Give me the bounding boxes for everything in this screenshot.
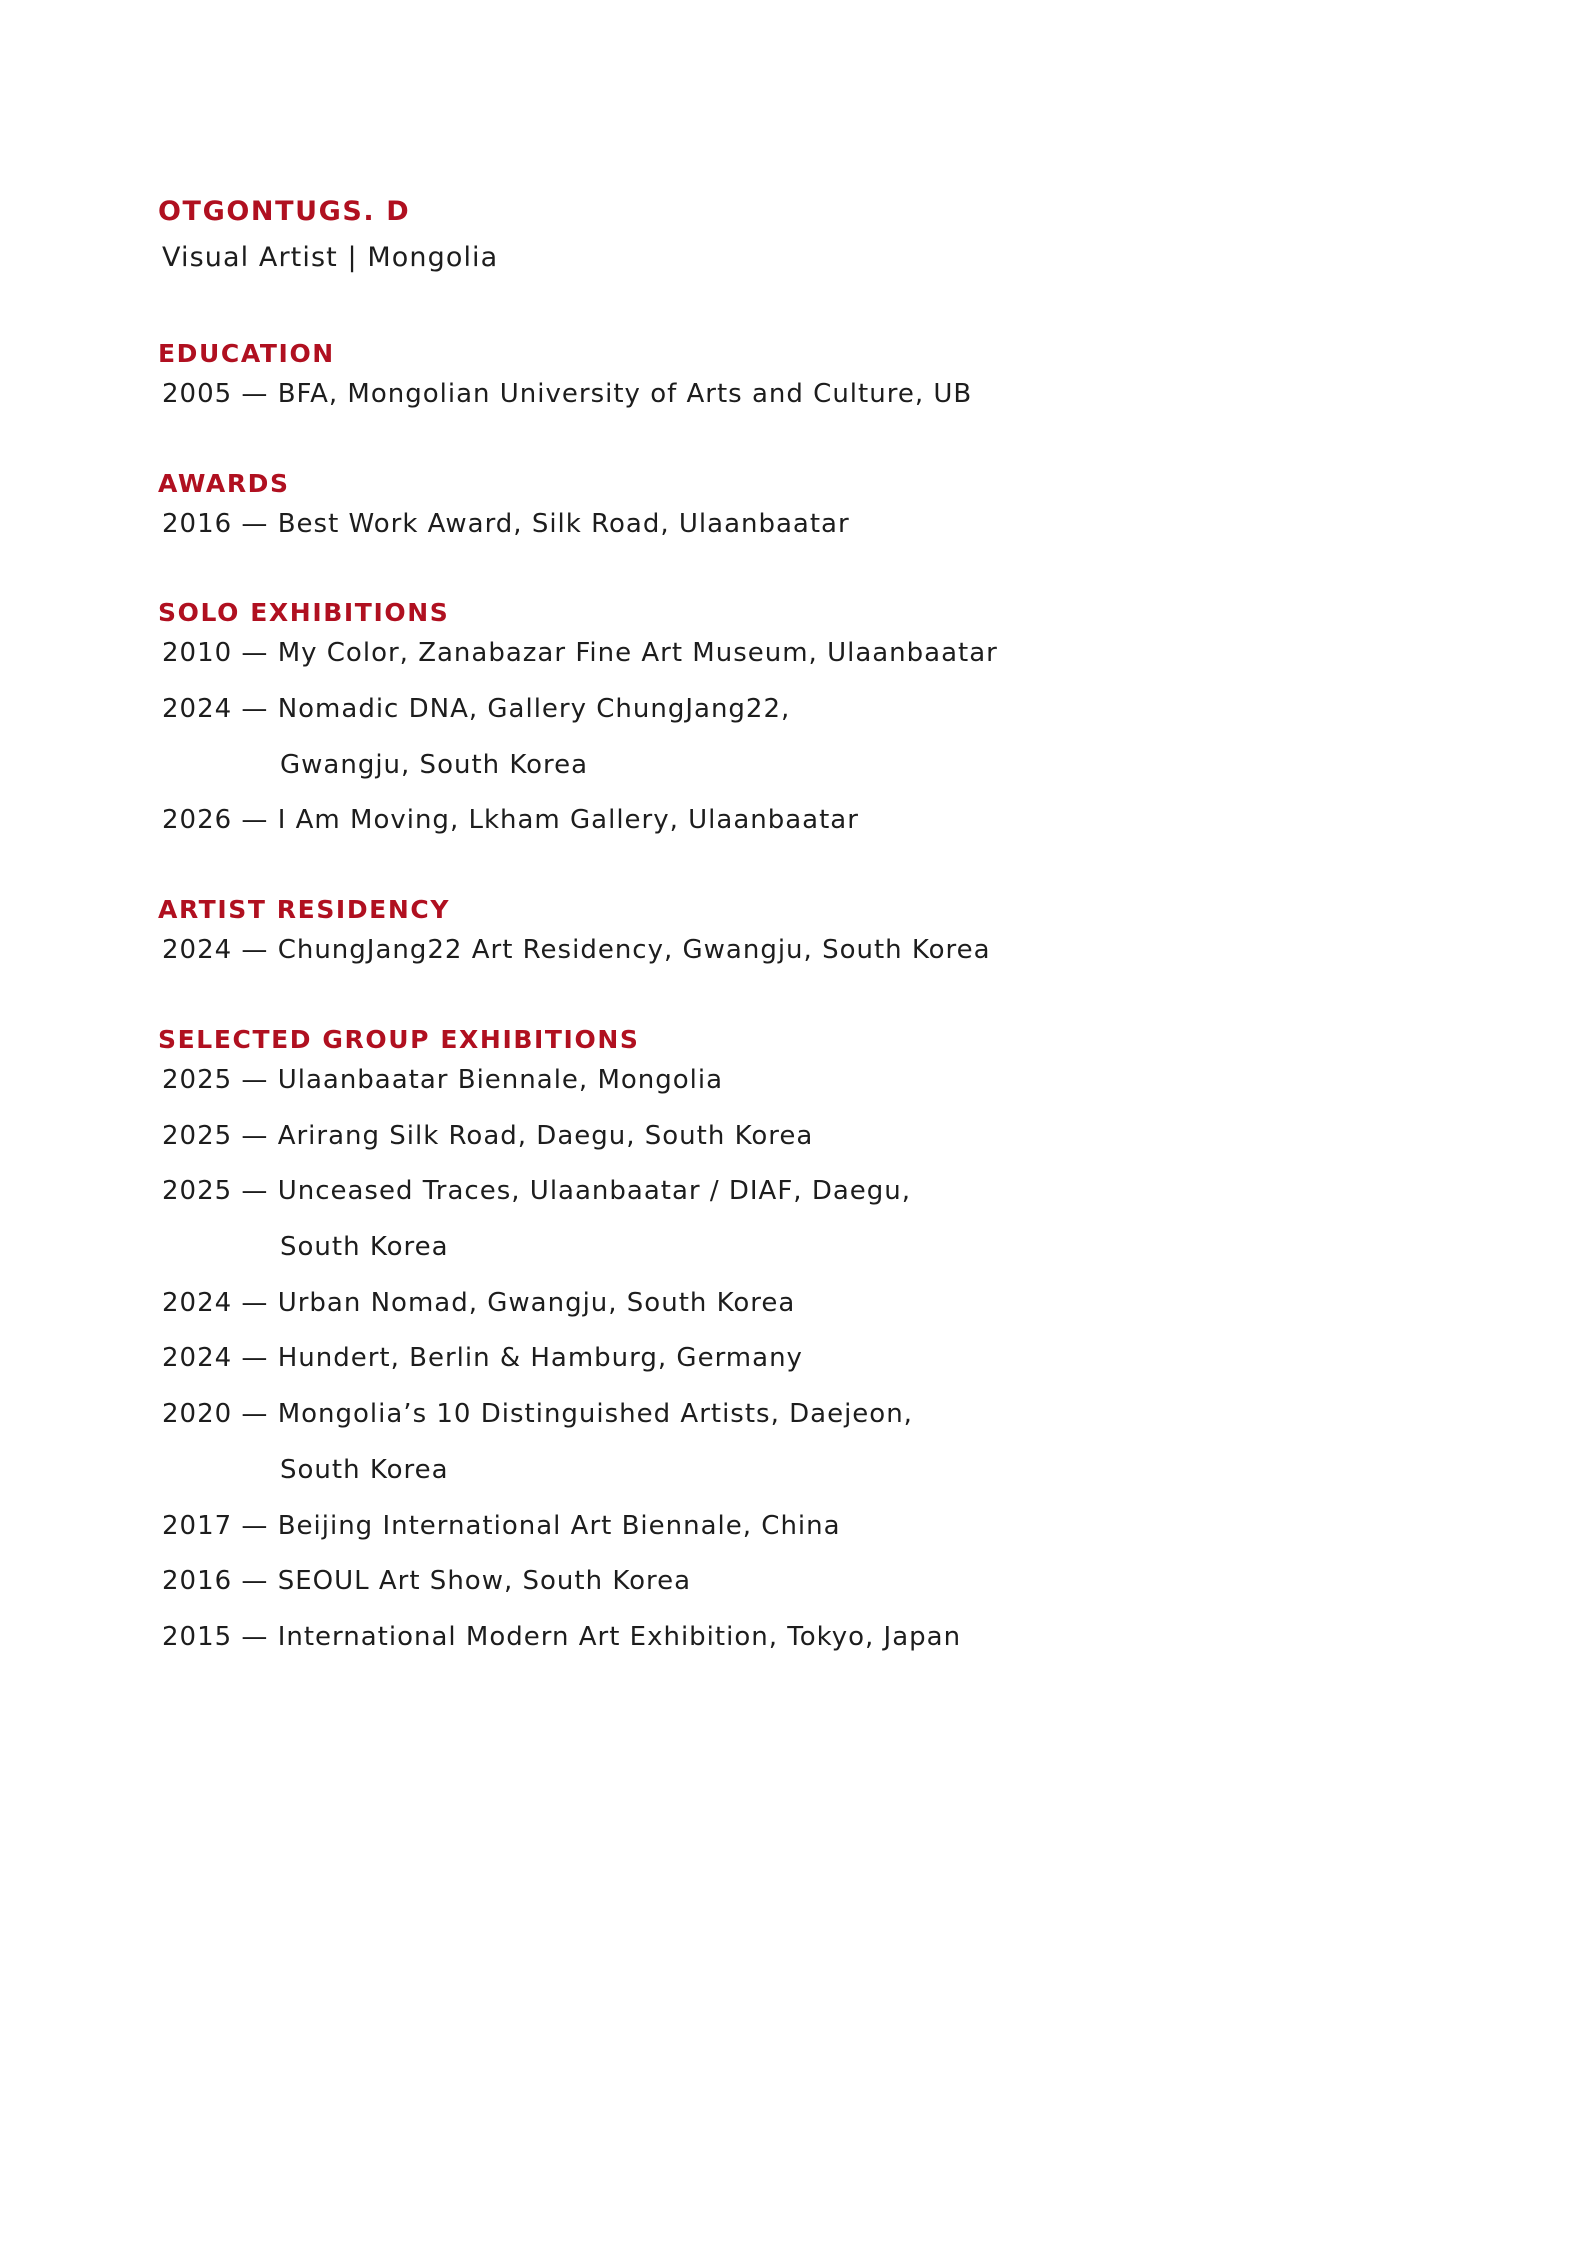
entry-line-continuation: South Korea xyxy=(280,1454,449,1485)
list-item xyxy=(162,1176,1408,1287)
artist-residency-list xyxy=(158,935,1408,967)
list-item xyxy=(162,694,1408,805)
entry-line-continuation: Gwangju, South Korea xyxy=(280,749,589,780)
solo-exhibitions-list xyxy=(158,638,1408,837)
entry-line: 2020 — Mongolia’s 10 Distinguished Artists, Daejeon, xyxy=(162,1399,913,1430)
section-heading-selected-group-exhibitions: SELECTED GROUP EXHIBITIONS xyxy=(158,1024,640,1054)
list-item xyxy=(162,805,1408,837)
list-item xyxy=(162,935,1408,967)
list-item xyxy=(162,1566,1408,1622)
spacer xyxy=(158,411,1408,469)
artist-name: OTGONTUGS. D xyxy=(158,196,411,227)
section-awards xyxy=(158,469,1408,541)
entry-line: 2015 — International Modern Art Exhibition, Tokyo, Japan xyxy=(162,1622,962,1653)
cv-content xyxy=(158,196,1408,1654)
entry-line: 2025 — Arirang Silk Road, Daegu, South Korea xyxy=(162,1120,814,1151)
entry-line: 2025 — Ulaanbaatar Biennale, Mongolia xyxy=(162,1064,724,1095)
list-item xyxy=(162,1288,1408,1344)
list-item xyxy=(162,1065,1408,1121)
entry-line: 2010 — My Color, Zanabazar Fine Art Museum, Ulaanbaatar xyxy=(162,638,998,669)
section-heading-education: EDUCATION xyxy=(158,338,335,368)
spacer xyxy=(158,837,1408,895)
section-education xyxy=(158,339,1408,411)
section-artist-residency xyxy=(158,895,1408,967)
list-item xyxy=(162,1343,1408,1399)
entry-line: 2024 — ChungJang22 Art Residency, Gwangju, South Korea xyxy=(162,935,991,966)
spacer xyxy=(158,277,1408,339)
list-item xyxy=(162,509,1408,541)
section-heading-awards: AWARDS xyxy=(158,468,290,498)
entry-line: 2024 — Nomadic DNA, Gallery ChungJang22, xyxy=(162,693,791,724)
entry-line: 2024 — Urban Nomad, Gwangju, South Korea xyxy=(162,1287,796,1318)
spacer xyxy=(158,540,1408,598)
entry-line: 2016 — Best Work Award, Silk Road, Ulaanbaatar xyxy=(162,508,850,539)
list-item xyxy=(162,1121,1408,1177)
entry-line: 2017 — Beijing International Art Biennale, China xyxy=(162,1510,841,1541)
section-heading-solo-exhibitions: SOLO EXHIBITIONS xyxy=(158,598,450,628)
entry-line: 2005 — BFA, Mongolian University of Arts and Culture, UB xyxy=(162,378,973,409)
list-item xyxy=(162,1622,1408,1654)
list-item xyxy=(162,1399,1408,1510)
entry-line: 2026 — I Am Moving, Lkham Gallery, Ulaanbaatar xyxy=(162,805,859,836)
section-selected-group-exhibitions xyxy=(158,1025,1408,1654)
spacer xyxy=(158,967,1408,1025)
section-solo-exhibitions xyxy=(158,598,1408,837)
artist-subtitle: Visual Artist | Mongolia xyxy=(162,242,499,274)
education-list xyxy=(158,379,1408,411)
header-section xyxy=(158,196,1408,277)
entry-line: 2024 — Hundert, Berlin & Hamburg, Germany xyxy=(162,1343,803,1374)
list-item xyxy=(162,638,1408,694)
awards-list xyxy=(158,509,1408,541)
entry-line: 2016 — SEOUL Art Show, South Korea xyxy=(162,1566,692,1597)
section-heading-artist-residency: ARTIST RESIDENCY xyxy=(158,895,451,925)
entry-line: 2025 — Unceased Traces, Ulaanbaatar / DIAF, Daegu, xyxy=(162,1176,912,1207)
list-item xyxy=(162,1511,1408,1567)
list-item xyxy=(162,379,1408,411)
entry-line-continuation: South Korea xyxy=(280,1232,449,1263)
selected-group-exhibitions-list xyxy=(158,1065,1408,1654)
